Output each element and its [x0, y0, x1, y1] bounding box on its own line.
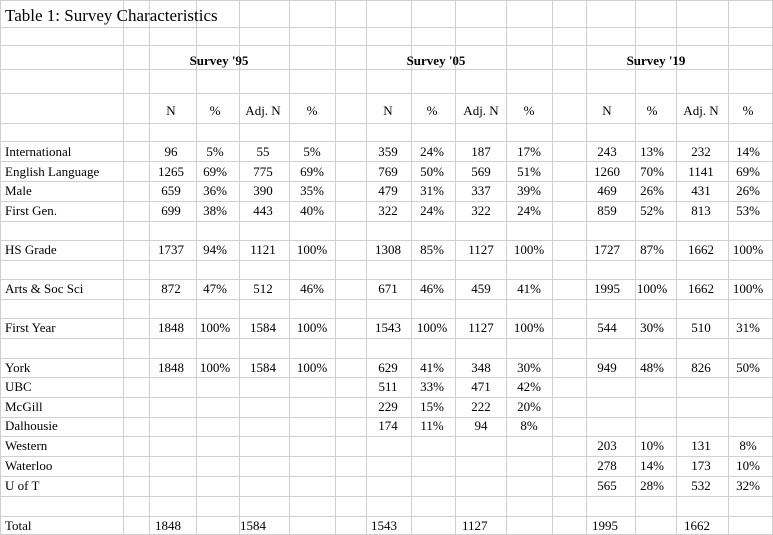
table-cell: 769 [378, 164, 398, 179]
table-cell: 813 [691, 203, 711, 218]
row-label: Dalhousie [5, 418, 58, 433]
grid-hline [0, 279, 773, 280]
table-cell: 443 [253, 203, 273, 218]
table-cell: 55 [256, 144, 270, 159]
table-cell: 94% [203, 242, 227, 257]
grid-hline [0, 358, 773, 359]
column-subheader: % [209, 103, 221, 118]
table-cell: 1127 [462, 518, 488, 533]
column-subheader: % [426, 103, 438, 118]
table-cell: 459 [471, 281, 491, 296]
grid-vline [552, 0, 553, 534]
table-cell: 699 [161, 203, 181, 218]
table-cell: 512 [253, 281, 273, 296]
table-cell: 28% [640, 478, 664, 493]
table-cell: 1995 [594, 281, 620, 296]
grid-vline [635, 0, 636, 534]
table-cell: 96 [164, 144, 178, 159]
row-label: HS Grade [5, 242, 57, 257]
grid-hline [0, 456, 773, 457]
table-cell: 14% [640, 458, 664, 473]
table-cell: 479 [378, 183, 398, 198]
table-cell: 46% [300, 281, 324, 296]
table-cell: 511 [378, 379, 398, 394]
table-cell: 510 [691, 320, 711, 335]
table-cell: 1995 [592, 518, 618, 533]
table-cell: 348 [471, 360, 491, 375]
row-label: First Year [5, 320, 56, 335]
table-cell: 51% [517, 164, 541, 179]
table-cell: 31% [736, 320, 760, 335]
table-cell: 35% [300, 183, 324, 198]
row-label: York [5, 360, 31, 375]
column-subheader: N [166, 103, 176, 118]
table-cell: 826 [691, 360, 711, 375]
table-cell: 872 [161, 281, 181, 296]
grid-hline [0, 377, 773, 378]
column-subheader: % [306, 103, 318, 118]
grid-vline [196, 0, 197, 534]
table-title: Table 1: Survey Characteristics [5, 6, 218, 25]
table-cell: 50% [420, 164, 444, 179]
survey-05-header: Survey '05 [406, 53, 466, 68]
table-cell: 337 [471, 183, 491, 198]
table-cell: 38% [203, 203, 227, 218]
grid-hline [0, 201, 773, 202]
table-cell: 629 [378, 360, 398, 375]
table-cell: 222 [471, 399, 491, 414]
survey-95-header: Survey '95 [189, 53, 249, 68]
table-cell: 100% [732, 242, 764, 257]
table-cell: 322 [471, 203, 491, 218]
grid-hline [0, 240, 773, 241]
grid-hline [0, 496, 773, 497]
grid-hline [0, 181, 773, 182]
table-cell: 187 [471, 144, 491, 159]
table-cell: 52% [640, 203, 664, 218]
row-label: McGill [5, 399, 43, 414]
table-cell: 41% [420, 360, 444, 375]
grid-vline [366, 0, 367, 534]
table-cell: 1308 [375, 242, 401, 257]
table-cell: 1848 [155, 518, 181, 533]
table-cell: 42% [517, 379, 541, 394]
table-cell: 100% [296, 320, 328, 335]
grid-hline [0, 93, 773, 94]
table-cell: 33% [420, 379, 444, 394]
table-cell: 390 [253, 183, 273, 198]
table-cell: 36% [203, 183, 227, 198]
table-cell: 1584 [250, 320, 276, 335]
table-cell: 20% [517, 399, 541, 414]
column-subheader: % [523, 103, 535, 118]
grid-vline [149, 0, 150, 534]
grid-hline [0, 141, 773, 142]
table-cell: 322 [378, 203, 398, 218]
grid-hline [0, 318, 773, 319]
table-cell: 1265 [158, 164, 184, 179]
grid-vline [506, 0, 507, 534]
table-cell: 1848 [158, 320, 184, 335]
row-label: International [5, 144, 72, 159]
row-label: Arts & Soc Sci [5, 281, 84, 296]
table-cell: 39% [517, 183, 541, 198]
row-label: Total [5, 518, 32, 533]
table-cell: 1848 [158, 360, 184, 375]
table-cell: 8% [739, 438, 757, 453]
table-cell: 565 [597, 478, 617, 493]
table-cell: 1543 [375, 320, 401, 335]
table-cell: 47% [203, 281, 227, 296]
table-cell: 10% [640, 438, 664, 453]
row-label: Male [5, 183, 32, 198]
grid-hline [0, 338, 773, 339]
grid-vline [676, 0, 677, 534]
table-cell: 569 [471, 164, 491, 179]
table-cell: 1662 [688, 242, 714, 257]
grid-hline [0, 299, 773, 300]
row-label: First Gen. [5, 203, 57, 218]
table-cell: 1543 [371, 518, 397, 533]
table-cell: 24% [420, 203, 444, 218]
table-cell: 69% [736, 164, 760, 179]
grid-vline [289, 0, 290, 534]
table-cell: 243 [597, 144, 617, 159]
column-subheader: Adj. N [245, 103, 281, 118]
table-cell: 69% [300, 164, 324, 179]
table-cell: 232 [691, 144, 711, 159]
table-cell: 94 [474, 418, 488, 433]
table-cell: 53% [736, 203, 760, 218]
table-cell: 24% [517, 203, 541, 218]
row-label: Waterloo [5, 458, 53, 473]
table-cell: 278 [597, 458, 617, 473]
table-cell: 100% [296, 360, 328, 375]
table-cell: 87% [640, 242, 664, 257]
table-cell: 100% [732, 281, 764, 296]
column-subheader: Adj. N [463, 103, 499, 118]
table-cell: 5% [303, 144, 321, 159]
table-cell: 1121 [250, 242, 276, 257]
column-subheader: Adj. N [683, 103, 719, 118]
row-label: English Language [5, 164, 100, 179]
table-cell: 70% [640, 164, 664, 179]
grid-hline [0, 45, 773, 46]
table-cell: 100% [513, 242, 545, 257]
table-cell: 30% [640, 320, 664, 335]
grid-hline [0, 27, 773, 28]
table-cell: 100% [636, 281, 668, 296]
table-cell: 30% [517, 360, 541, 375]
table-cell: 11% [420, 418, 444, 433]
table-cell: 1584 [250, 360, 276, 375]
table-cell: 203 [597, 438, 617, 453]
grid-vline [411, 0, 412, 534]
table-cell: 131 [691, 438, 711, 453]
grid-hline [0, 123, 773, 124]
column-subheader: N [602, 103, 612, 118]
grid-hline [0, 0, 773, 1]
table-cell: 174 [378, 418, 398, 433]
table-cell: 32% [736, 478, 760, 493]
table-cell: 13% [640, 144, 664, 159]
grid-vline [239, 0, 240, 534]
table-cell: 359 [378, 144, 398, 159]
table-cell: 775 [253, 164, 273, 179]
survey-19-header: Survey '19 [626, 53, 686, 68]
grid-vline [123, 0, 124, 534]
table-cell: 431 [691, 183, 711, 198]
grid-hline [0, 516, 773, 517]
table-cell: 1127 [468, 320, 494, 335]
table-cell: 100% [199, 320, 231, 335]
column-subheader: % [742, 103, 754, 118]
table-cell: 173 [691, 458, 711, 473]
table-cell: 40% [300, 203, 324, 218]
table-cell: 1127 [468, 242, 494, 257]
table-cell: 671 [378, 281, 398, 296]
table-cell: 17% [517, 144, 541, 159]
grid-hline [0, 260, 773, 261]
table-cell: 10% [736, 458, 760, 473]
table-cell: 48% [640, 360, 664, 375]
table-cell: 15% [420, 399, 444, 414]
table-cell: 100% [199, 360, 231, 375]
grid-hline [0, 161, 773, 162]
table-cell: 100% [416, 320, 448, 335]
table-cell: 1141 [688, 164, 714, 179]
table-cell: 100% [513, 320, 545, 335]
table-cell: 659 [161, 183, 181, 198]
grid-hline [0, 397, 773, 398]
row-label: U of T [5, 478, 40, 493]
table-cell: 469 [597, 183, 617, 198]
table-cell: 24% [420, 144, 444, 159]
table-cell: 8% [520, 418, 538, 433]
grid-vline [728, 0, 729, 534]
table-cell: 859 [597, 203, 617, 218]
table-cell: 31% [420, 183, 444, 198]
table-cell: 85% [420, 242, 444, 257]
table-cell: 1662 [688, 281, 714, 296]
table-cell: 532 [691, 478, 711, 493]
table-cell: 1260 [594, 164, 620, 179]
table-cell: 26% [736, 183, 760, 198]
grid-hline [0, 221, 773, 222]
table-cell: 26% [640, 183, 664, 198]
table-cell: 50% [736, 360, 760, 375]
table-cell: 14% [736, 144, 760, 159]
table-cell: 949 [597, 360, 617, 375]
table-cell: 229 [378, 399, 398, 414]
grid-vline [455, 0, 456, 534]
table-cell: 100% [296, 242, 328, 257]
table-cell: 5% [206, 144, 224, 159]
table-cell: 1584 [240, 518, 266, 533]
row-label: UBC [5, 379, 32, 394]
grid-vline [586, 0, 587, 534]
table-cell: 1727 [594, 242, 620, 257]
grid-vline [0, 0, 1, 534]
column-subheader: % [646, 103, 658, 118]
table-cell: 471 [471, 379, 491, 394]
table-cell: 1662 [684, 518, 710, 533]
table-cell: 544 [597, 320, 617, 335]
column-subheader: N [383, 103, 393, 118]
grid-hline [0, 476, 773, 477]
grid-hline [0, 436, 773, 437]
grid-hline [0, 69, 773, 70]
grid-vline [335, 0, 336, 534]
table-cell: 1737 [158, 242, 184, 257]
table-cell: 41% [517, 281, 541, 296]
row-label: Western [5, 438, 48, 453]
table-cell: 69% [203, 164, 227, 179]
table-cell: 46% [420, 281, 444, 296]
